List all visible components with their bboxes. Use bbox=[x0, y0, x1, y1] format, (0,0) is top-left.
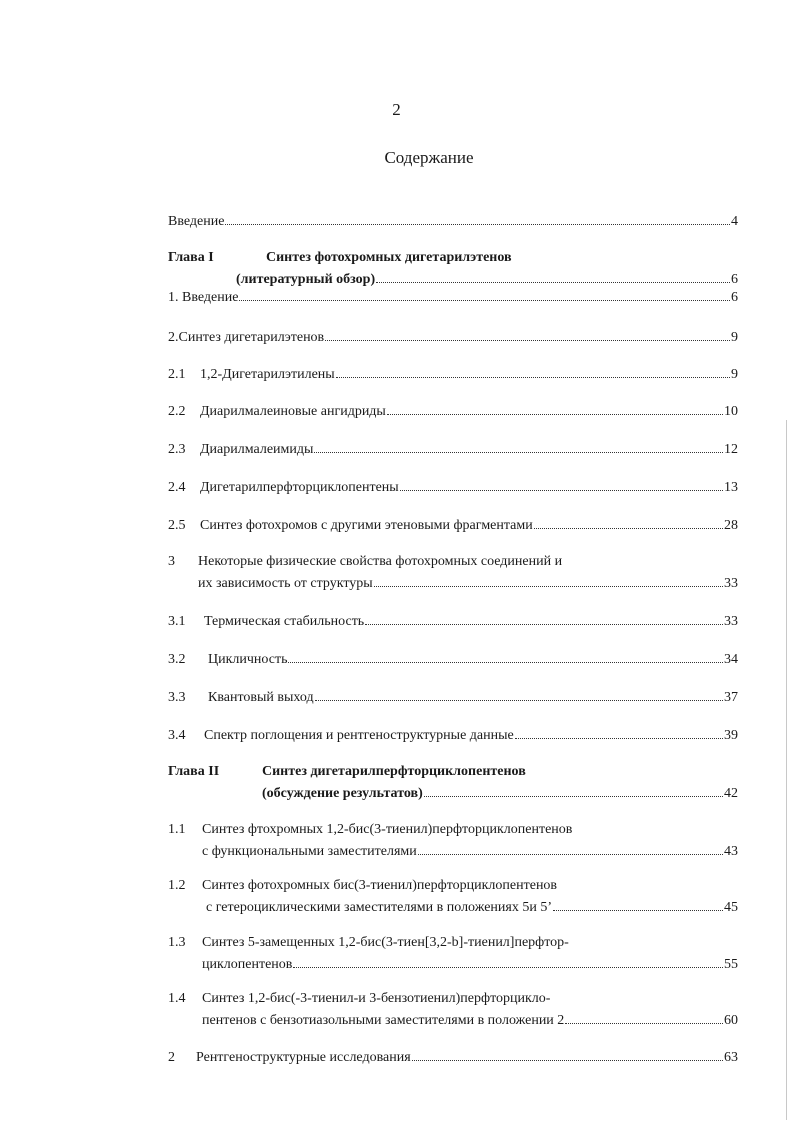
entry-title-cont: с гетероциклическими заместителями в положениях 5и 5’ bbox=[206, 900, 552, 915]
dot-leader bbox=[325, 326, 730, 341]
entry-page: 42 bbox=[724, 786, 738, 801]
entry-title: Диарилмалеимиды bbox=[200, 442, 314, 457]
entry-title: Синтез фотохромов с другими этеновыми фрагментами bbox=[200, 518, 533, 533]
entry-page: 10 bbox=[724, 404, 738, 419]
entry-page: 34 bbox=[724, 652, 738, 667]
toc-entry-3[interactable] bbox=[168, 552, 738, 592]
dot-leader bbox=[424, 782, 723, 797]
entry-title-cont: циклопентенов bbox=[202, 957, 293, 972]
dot-leader bbox=[336, 363, 730, 378]
toc-entry-ch2-1-4[interactable] bbox=[168, 989, 738, 1029]
dot-leader bbox=[374, 572, 723, 587]
toc-entry-3-3[interactable] bbox=[168, 686, 738, 706]
entry-title: Спектр поглощения и рентгеноструктурные данные bbox=[204, 728, 514, 743]
entry-title: Синтез дигетарилперфторциклопентенов bbox=[262, 764, 526, 779]
dot-leader bbox=[376, 268, 730, 283]
toc-entry-2-1[interactable] bbox=[168, 363, 738, 383]
entry-title: Дигетарилперфторциклопентены bbox=[200, 480, 399, 495]
entry-page: 33 bbox=[724, 576, 738, 591]
toc-entry-1[interactable] bbox=[168, 286, 738, 306]
entry-number: 3.2 bbox=[168, 652, 186, 667]
entry-page: 37 bbox=[724, 690, 738, 705]
entry-title-cont: (литературный обзор) bbox=[236, 272, 376, 287]
entry-page: 12 bbox=[724, 442, 738, 457]
dot-leader bbox=[293, 953, 723, 968]
toc-entry-ch2-1-1[interactable] bbox=[168, 820, 738, 860]
entry-number: 1.2 bbox=[168, 878, 186, 893]
entry-page: 9 bbox=[731, 330, 738, 345]
dot-leader bbox=[225, 210, 730, 225]
entry-page: 6 bbox=[731, 272, 738, 287]
dot-leader bbox=[418, 840, 723, 855]
entry-number: 3.4 bbox=[168, 728, 186, 743]
entry-number: 1.4 bbox=[168, 991, 186, 1006]
toc-entry-introduction[interactable] bbox=[168, 210, 738, 230]
toc-entry-3-2[interactable] bbox=[168, 648, 738, 668]
entry-page: 60 bbox=[724, 1013, 738, 1028]
entry-page: 45 bbox=[724, 900, 738, 915]
toc-entry-ch2-1-2[interactable] bbox=[168, 876, 738, 916]
entry-number: 1.1 bbox=[168, 822, 186, 837]
entry-title: Синтез 5-замещенных 1,2-бис(3-тиен[3,2-b]-тиенил]перфтор- bbox=[202, 935, 569, 950]
entry-number: 3 bbox=[168, 554, 175, 569]
entry-number: Глава I bbox=[168, 250, 214, 265]
entry-page: 33 bbox=[724, 614, 738, 629]
entry-number: 2.5 bbox=[168, 518, 186, 533]
scan-edge-line bbox=[786, 420, 787, 1120]
dot-leader bbox=[553, 896, 723, 911]
toc-entry-2-4[interactable] bbox=[168, 476, 738, 496]
dot-leader bbox=[365, 610, 723, 625]
entry-title-cont: с функциональными заместителями bbox=[202, 844, 417, 859]
entry-title: 1. Введение bbox=[168, 290, 239, 305]
toc-entry-2-2[interactable] bbox=[168, 400, 738, 420]
entry-title: Рентгеноструктурные исследования bbox=[196, 1050, 411, 1065]
entry-page: 43 bbox=[724, 844, 738, 859]
toc-entry-2-5[interactable] bbox=[168, 514, 738, 534]
entry-title: Некоторые физические свойства фотохромных соединений и bbox=[198, 554, 563, 569]
entry-title: Синтез фтохромных 1,2-бис(3-тиенил)перфторциклопентенов bbox=[202, 822, 573, 837]
toc-entry-2[interactable] bbox=[168, 326, 738, 346]
entry-number: 2.4 bbox=[168, 480, 186, 495]
dot-leader bbox=[534, 514, 723, 529]
entry-number: 2.1 bbox=[168, 367, 186, 382]
entry-number: 2.2 bbox=[168, 404, 186, 419]
dot-leader bbox=[515, 724, 723, 739]
entry-title: Цикличность bbox=[208, 652, 288, 667]
entry-title: Введение bbox=[168, 214, 225, 229]
entry-title: 2.Синтез дигетарилэтенов bbox=[168, 330, 325, 345]
entry-number: 3.3 bbox=[168, 690, 186, 705]
dot-leader bbox=[400, 476, 723, 491]
entry-page: 63 bbox=[724, 1050, 738, 1065]
page-number: 2 bbox=[392, 100, 401, 119]
toc-entry-chapter-2[interactable] bbox=[168, 762, 738, 802]
entry-page: 55 bbox=[724, 957, 738, 972]
entry-page: 6 bbox=[731, 290, 738, 305]
dot-leader bbox=[412, 1046, 723, 1061]
toc-entry-3-1[interactable] bbox=[168, 610, 738, 630]
entry-title: Термическая стабильность bbox=[204, 614, 365, 629]
dot-leader bbox=[314, 438, 723, 453]
entry-page: 4 bbox=[731, 214, 738, 229]
entry-title-cont: пентенов с бензотиазольными заместителями в положении 2 bbox=[202, 1013, 565, 1028]
entry-number: 2 bbox=[168, 1050, 175, 1065]
entry-page: 13 bbox=[724, 480, 738, 495]
toc-entry-ch2-2[interactable] bbox=[168, 1046, 738, 1066]
dot-leader bbox=[288, 648, 723, 663]
entry-title: Синтез фотохромных бис(3-тиенил)перфторциклопентенов bbox=[202, 878, 558, 893]
dot-leader bbox=[239, 286, 730, 301]
entry-page: 9 bbox=[731, 367, 738, 382]
entry-number: Глава II bbox=[168, 764, 220, 779]
entry-title-cont: (обсуждение результатов) bbox=[262, 786, 423, 801]
toc-entry-ch2-1-3[interactable] bbox=[168, 933, 738, 973]
toc-entry-3-4[interactable] bbox=[168, 724, 738, 744]
toc-title: Содержание bbox=[384, 148, 474, 167]
entry-page: 28 bbox=[724, 518, 738, 533]
entry-title: Диарилмалеиновые ангидриды bbox=[200, 404, 386, 419]
entry-title: Квантовый выход bbox=[208, 690, 314, 705]
toc-entry-chapter-1[interactable] bbox=[168, 248, 738, 288]
dot-leader bbox=[387, 400, 723, 415]
dot-leader bbox=[565, 1009, 723, 1024]
entry-page: 39 bbox=[724, 728, 738, 743]
entry-title: Синтез фотохромных дигетарилэтенов bbox=[266, 250, 512, 265]
entry-title-cont: их зависимость от структуры bbox=[198, 576, 373, 591]
entry-number: 1.3 bbox=[168, 935, 186, 950]
entry-title: Синтез 1,2-бис(-3-тиенил-и 3-бензотиенил)перфторцикло- bbox=[202, 991, 551, 1006]
entry-title: 1,2-Дигетарилэтилены bbox=[200, 367, 335, 382]
dot-leader bbox=[315, 686, 723, 701]
entry-number: 3.1 bbox=[168, 614, 186, 629]
entry-number: 2.3 bbox=[168, 442, 186, 457]
toc-entry-2-3[interactable] bbox=[168, 438, 738, 458]
